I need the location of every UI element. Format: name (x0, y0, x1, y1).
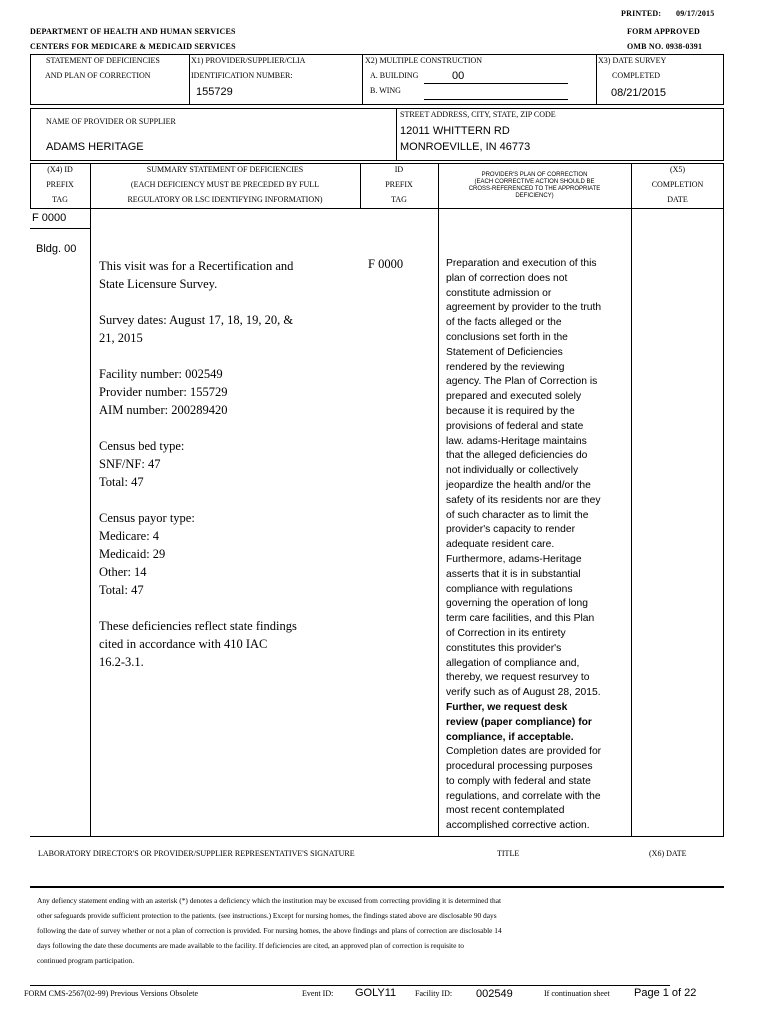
statement-label-line2: AND PLAN OF CORRECTION (45, 71, 151, 80)
plan-line: Statement of Deficiencies (446, 346, 563, 358)
plan-line: compliance with regulations (446, 583, 573, 595)
plan-line: prepared and executed solely (446, 391, 582, 403)
x1-label-line1: X1) PROVIDER/SUPPLIER/CLIA (191, 56, 306, 65)
plan-of-correction (446, 257, 626, 834)
summary-line: AIM number: 200289420 (99, 403, 228, 417)
form-approved: FORM APPROVED (627, 27, 701, 36)
plan-line: agency. The Plan of Correction is (446, 376, 598, 388)
plan-bold-line: Further, we request desk (446, 701, 568, 713)
summary-line: Total: 47 (99, 583, 144, 597)
x4-header-line3: TAG (52, 195, 68, 204)
id-header-line2: PREFIX (385, 180, 413, 189)
plan-line: not individually or collectively (446, 465, 579, 477)
plan-line: procedural processing purposes (446, 761, 593, 773)
plan-line: most recent contemplated (446, 805, 565, 817)
plan-line: verify such as of August 28, 2015. (446, 687, 601, 699)
page-number: Page 1 of 22 (634, 987, 697, 999)
event-id-label: Event ID: (302, 989, 334, 998)
plan-line: term care facilities, and this Plan (446, 613, 595, 625)
disclaimer-line: days following the date these documents are made available to the facility. If deficiencies are cited, an approved plan of correction is requisite to (37, 941, 464, 950)
summary-line: Facility number: 002549 (99, 367, 223, 381)
summary-line: Medicare: 4 (99, 529, 160, 543)
plan-bold-line: review (paper compliance) for (446, 716, 592, 728)
summary-line: These deficiencies reflect state findings (99, 619, 297, 633)
plan-line: Furthermore, adams-Heritage (446, 553, 582, 565)
provider-id-value: 155729 (196, 86, 233, 98)
plan-line: constitute admission or (446, 287, 552, 299)
summary-line: 16.2-3.1. (99, 655, 144, 669)
continuation-label: If continuation sheet (544, 989, 610, 998)
disclaimer-line: continued program participation. (37, 956, 135, 965)
plan-line: of the facts alleged or the (446, 317, 562, 329)
plan-line: provider's capacity to render (446, 524, 576, 536)
right-tag: F 0000 (368, 257, 404, 271)
x1-label-line2: IDENTIFICATION NUMBER: (191, 71, 293, 80)
x5-header-line2: COMPLETION (651, 180, 704, 189)
omb-number: OMB NO. 0938-0391 (627, 42, 703, 51)
plan-line: constitutes this provider's (446, 642, 562, 654)
summary-line: Other: 14 (99, 565, 147, 579)
plan-line: allegation of compliance and, (446, 657, 580, 669)
plan-line: rendered by the reviewing (446, 361, 565, 373)
plan-header-line3: CROSS-REFERENCED TO THE APPROPRIATE (468, 186, 601, 192)
summary-line: This visit was for a Recertification and (99, 259, 294, 273)
printed-label: PRINTED: (621, 9, 662, 18)
plan-line: plan of correction does not (446, 272, 568, 284)
x2-label: X2) MULTIPLE CONSTRUCTION (365, 56, 483, 65)
plan-line: conclusions set forth in the (446, 331, 568, 343)
id-header-line3: TAG (391, 195, 407, 204)
plan-line: asserts that it is in substantial (446, 568, 581, 580)
summary-line: 21, 2015 (99, 331, 143, 345)
summary-paragraph (99, 617, 357, 671)
plan-line: Completion dates are provided for (446, 746, 602, 758)
plan-line: law. adams-Heritage maintains (446, 435, 587, 447)
x5-header-line1: (X5) (669, 165, 686, 174)
facility-id-value: 002549 (476, 988, 513, 1000)
form-id: FORM CMS-2567(02-99) Previous Versions Obsolete (24, 989, 199, 998)
plan-line: governing the operation of long (446, 598, 588, 610)
summary-line: Provider number: 155729 (99, 385, 228, 399)
building-tag: Bldg. 00 (36, 243, 77, 255)
plan-line: to comply with federal and state (446, 775, 591, 787)
disclaimer-line: Any defiency statement ending with an asterisk (*) denotes a deficiency which the institution may be excused from correcting providing it is determined that (37, 896, 502, 905)
summary-paragraph (99, 257, 357, 293)
disclaimer-line: other safeguards provide sufficient protection to the patients. (see instructions.) Except for nursing homes, the findings stated above are disclosable 90 days (37, 911, 497, 920)
plan-line: of Correction in its entirety (446, 627, 566, 639)
id-header-line1: ID (394, 165, 404, 174)
summary-header-line3: REGULATORY OR LSC IDENTIFYING INFORMATION) (127, 195, 323, 204)
plan-header-line4: DEFICIENCY) (515, 193, 554, 199)
printed-date: 09/17/2015 (676, 9, 715, 18)
summary-paragraph (99, 437, 357, 491)
plan-line: provisions of federal and state (446, 420, 584, 432)
provider-name-value: ADAMS HERITAGE (46, 141, 144, 153)
provider-name-label: NAME OF PROVIDER OR SUPPLIER (46, 117, 176, 126)
summary-line: Medicaid: 29 (99, 547, 166, 561)
summary-line: SNF/NF: 47 (99, 457, 161, 471)
plan-line: because it is required by the (446, 405, 575, 417)
building-value: 00 (452, 70, 465, 82)
address-label: STREET ADDRESS, CITY, STATE, ZIP CODE (400, 110, 556, 119)
plan-line: thereby, we request resurvey to (446, 672, 590, 684)
facility-id-label: Facility ID: (415, 989, 453, 998)
signature-label: LABORATORY DIRECTOR'S OR PROVIDER/SUPPLIER REPRESENTATIVE'S SIGNATURE (38, 849, 355, 858)
summary-line: cited in accordance with 410 IAC (99, 637, 268, 651)
summary-line: Census bed type: (99, 439, 185, 453)
disclaimer-line: following the date of survey whether or not a plan of correction is provided. For nursing homes, the above findings and plans of correction are disclosable 14 (37, 926, 502, 935)
plan-line: accomplished corrective action. (446, 820, 590, 832)
summary-paragraph (99, 365, 357, 419)
building-label: A. BUILDING (370, 71, 419, 80)
address-line1: 12011 WHITTERN RD (400, 125, 510, 137)
summary-header-line2: (EACH DEFICIENCY MUST BE PRECEDED BY FULL (130, 180, 320, 189)
disclaimer-text (37, 893, 677, 968)
plan-line: regulations, and correlate with the (446, 790, 601, 802)
address-line2: MONROEVILLE, IN 46773 (400, 141, 531, 153)
summary-line: Total: 47 (99, 475, 144, 489)
plan-line: jeopardize the health and/or the (446, 479, 591, 491)
x4-header-line2: PREFIX (46, 180, 74, 189)
x3-label-line2: COMPLETED (612, 71, 660, 80)
department-title: DEPARTMENT OF HEALTH AND HUMAN SERVICES (30, 27, 236, 36)
plan-line: adequate resident care. (446, 539, 555, 551)
summary-line: Census payor type: (99, 511, 195, 525)
summary-line: Survey dates: August 17, 18, 19, 20, & (99, 313, 294, 327)
survey-date-value: 08/21/2015 (611, 87, 667, 99)
provider-block (30, 108, 724, 161)
x3-label-line1: X3) DATE SURVEY (598, 56, 667, 65)
summary-header-line1: SUMMARY STATEMENT OF DEFICIENCIES (146, 165, 304, 174)
centers-title: CENTERS FOR MEDICARE & MEDICAID SERVICES (30, 42, 236, 51)
plan-bold-line: compliance, if acceptable. (446, 731, 574, 743)
plan-header-line1: PROVIDER'S PLAN OF CORRECTION (481, 172, 588, 178)
statement-label-line1: STATEMENT OF DEFICIENCIES (46, 56, 160, 65)
event-id-value: GOLY11 (355, 987, 397, 999)
summary-paragraph (99, 311, 357, 347)
plan-line: that the alleged deficiencies do (446, 450, 588, 462)
title-label: TITLE (497, 849, 520, 858)
wing-label: B. WING (370, 86, 401, 95)
summary-statement (99, 257, 357, 689)
x5-header-line3: DATE (667, 195, 688, 204)
plan-line: of such character as to limit the (446, 509, 589, 521)
plan-line: safety of its residents nor are they (446, 494, 601, 506)
x4-header-line1: (X4) ID (47, 165, 73, 174)
plan-header-line2: (EACH CORRECTIVE ACTION SHOULD BE (474, 179, 595, 185)
plan-line: agreement by provider to the truth (446, 302, 602, 314)
summary-paragraph (99, 509, 357, 599)
date-label: (X6) DATE (649, 849, 687, 858)
summary-line: State Licensure Survey. (99, 277, 218, 291)
left-tag: F 0000 (32, 212, 67, 224)
plan-line: Preparation and execution of this (446, 258, 597, 269)
